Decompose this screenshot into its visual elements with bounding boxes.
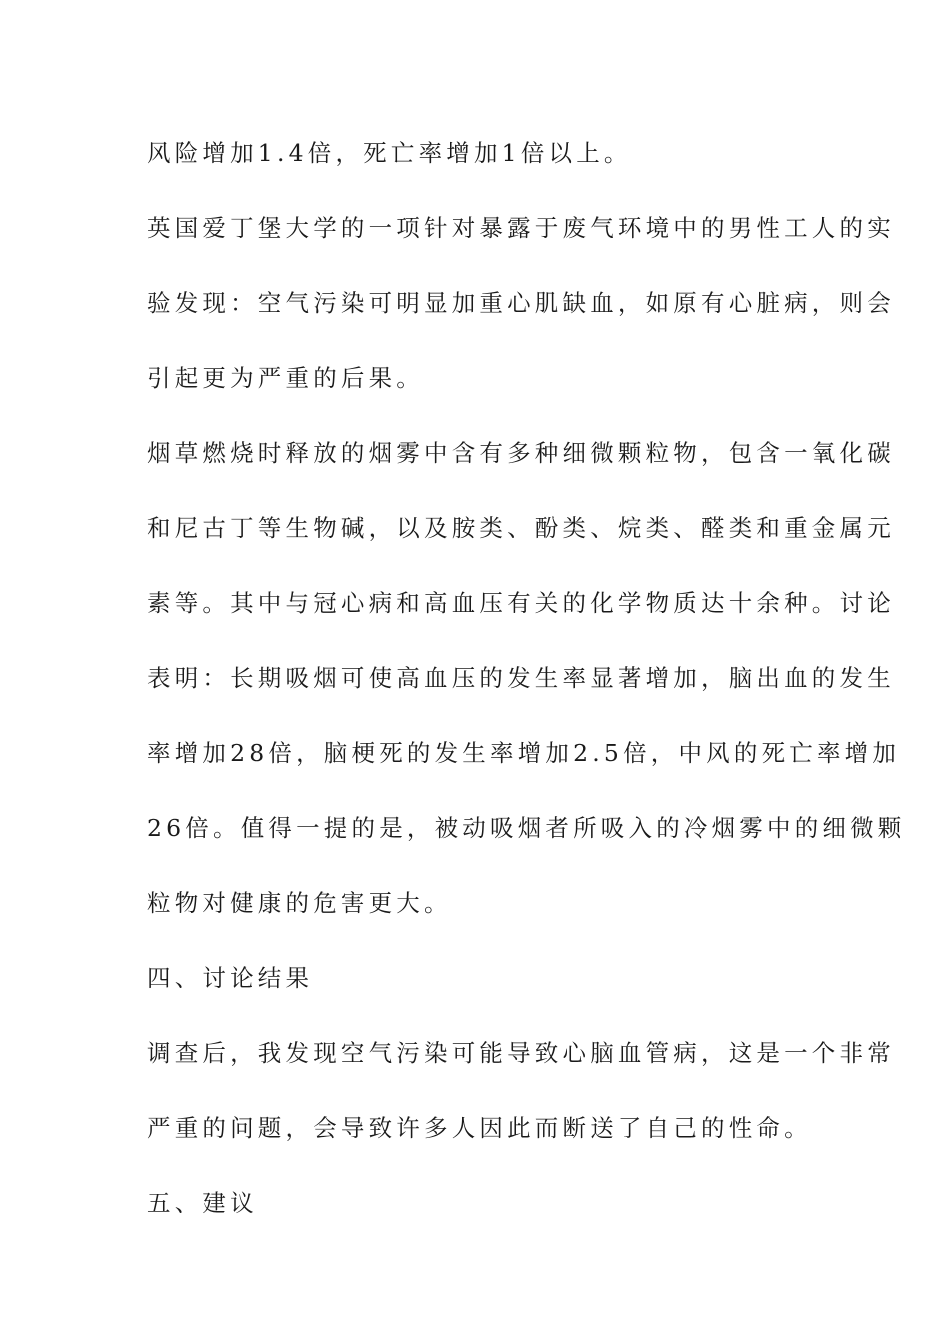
paragraph-line-2: 英国爱丁堡大学的一项针对暴露于废气环境中的男性工人的实	[147, 214, 895, 242]
paragraph-line-9: 率增加28倍，脑梗死的发生率增加2.5倍，中风的死亡率增加	[147, 739, 901, 767]
section-heading-suggestions: 五、建议	[147, 1189, 258, 1217]
document-body	[147, 131, 906, 1256]
paragraph-line-13: 调查后，我发现空气污染可能导致心脑血管病，这是一个非常	[147, 1039, 895, 1067]
paragraph-line-8: 表明：长期吸烟可使高血压的发生率显著增加，脑出血的发生	[147, 664, 895, 692]
paragraph-line-11: 粒物对健康的危害更大。	[147, 889, 452, 917]
paragraph-line-7: 素等。其中与冠心病和高血压有关的化学物质达十余种。讨论	[147, 589, 895, 617]
paragraph-line-10: 26倍。值得一提的是，被动吸烟者所吸入的冷烟雾中的细微颗	[147, 814, 906, 842]
paragraph-line-14: 严重的问题，会导致许多人因此而断送了自己的性命。	[147, 1114, 812, 1142]
paragraph-line-6: 和尼古丁等生物碱，以及胺类、酚类、烷类、醛类和重金属元	[147, 514, 895, 542]
paragraph-line-3: 验发现：空气污染可明显加重心肌缺血，如原有心脏病，则会	[147, 289, 895, 317]
paragraph-line-1: 风险增加1.4倍，死亡率增加1倍以上。	[147, 139, 632, 167]
paragraph-line-4: 引起更为严重的后果。	[147, 364, 424, 392]
section-heading-discussion-results: 四、讨论结果	[147, 964, 314, 992]
paragraph-line-5: 烟草燃烧时释放的烟雾中含有多种细微颗粒物，包含一氧化碳	[147, 439, 895, 467]
